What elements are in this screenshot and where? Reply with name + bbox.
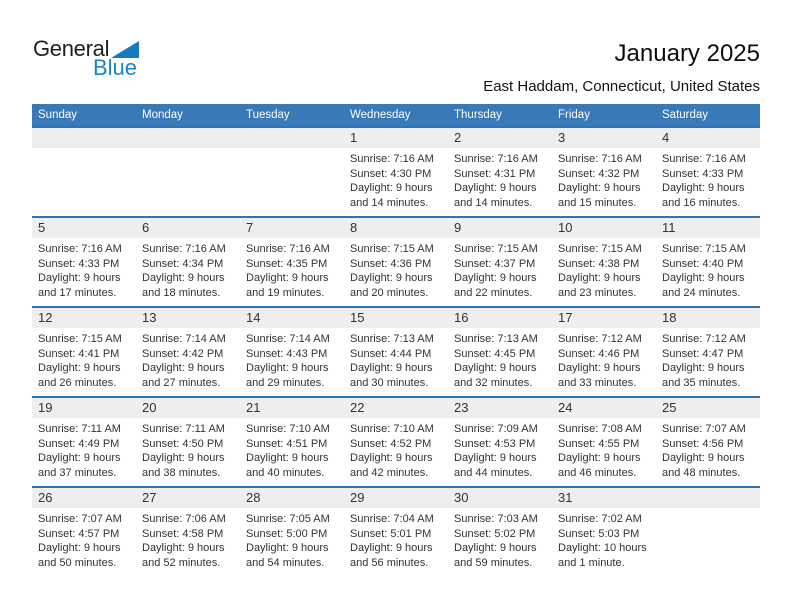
day-number: 21 [240, 398, 344, 418]
daylight-line-1: Daylight: 9 hours [662, 452, 745, 464]
daylight-line-2: and 48 minutes. [662, 466, 741, 479]
daylight-line-2: and 42 minutes. [350, 466, 429, 479]
daylight-line-1: Daylight: 9 hours [662, 182, 745, 194]
day-details [344, 148, 448, 210]
logo-text-blue: Blue [93, 55, 138, 80]
sunrise-line: Sunrise: 7:16 AM [38, 243, 122, 255]
day-cell-10 [552, 218, 656, 306]
day-cell-23 [448, 398, 552, 486]
day-cell-8 [344, 218, 448, 306]
sunset-line: Sunset: 4:42 PM [142, 347, 224, 360]
sunset-line: Sunset: 4:38 PM [558, 257, 640, 270]
title-block [483, 40, 760, 95]
sunrise-line: Sunrise: 7:07 AM [38, 513, 122, 525]
day-cell-13 [136, 308, 240, 396]
day-number: 9 [448, 218, 552, 238]
daylight-line-2: and 24 minutes. [662, 286, 741, 299]
sunrise-line: Sunrise: 7:13 AM [350, 333, 434, 345]
daylight-line-1: Daylight: 9 hours [142, 542, 225, 554]
sunrise-line: Sunrise: 7:14 AM [142, 333, 226, 345]
day-cell-14 [240, 308, 344, 396]
sunrise-line: Sunrise: 7:16 AM [662, 153, 746, 165]
daylight-line-1: Daylight: 9 hours [558, 272, 641, 284]
day-cell-15 [344, 308, 448, 396]
day-cell-11 [656, 218, 760, 306]
weekday-header-monday: Monday [142, 109, 183, 121]
daylight-line-1: Daylight: 9 hours [454, 272, 537, 284]
day-cell-1 [344, 128, 448, 216]
sunrise-line: Sunrise: 7:07 AM [662, 423, 746, 435]
daylight-line-2: and 32 minutes. [454, 376, 533, 389]
daylight-line-1: Daylight: 9 hours [38, 272, 121, 284]
day-number: 7 [240, 218, 344, 238]
daylight-line-2: and 15 minutes. [558, 196, 637, 209]
daylight-line-1: Daylight: 9 hours [558, 452, 641, 464]
daylight-line-2: and 27 minutes. [142, 376, 221, 389]
day-cell-20 [136, 398, 240, 486]
sunrise-line: Sunrise: 7:16 AM [454, 153, 538, 165]
sunset-line: Sunset: 4:46 PM [558, 347, 640, 360]
daylight-line-2: and 30 minutes. [350, 376, 429, 389]
day-number: 31 [552, 488, 656, 508]
day-number: 20 [136, 398, 240, 418]
daylight-line-2: and 18 minutes. [142, 286, 221, 299]
week-row [32, 486, 760, 576]
day-number: 18 [656, 308, 760, 328]
sunset-line: Sunset: 4:35 PM [246, 257, 328, 270]
day-number [656, 488, 760, 508]
daylight-line-1: Daylight: 9 hours [558, 182, 641, 194]
sunset-line: Sunset: 4:49 PM [38, 437, 120, 450]
day-number [240, 128, 344, 148]
day-details [32, 508, 136, 570]
day-details [344, 328, 448, 390]
day-details [32, 418, 136, 480]
day-cell-31 [552, 488, 656, 576]
daylight-line-1: Daylight: 9 hours [246, 362, 329, 374]
sunrise-line: Sunrise: 7:15 AM [454, 243, 538, 255]
day-number: 6 [136, 218, 240, 238]
daylight-line-2: and 22 minutes. [454, 286, 533, 299]
sunset-line: Sunset: 4:40 PM [662, 257, 744, 270]
daylight-line-1: Daylight: 9 hours [454, 542, 537, 554]
day-details [552, 238, 656, 300]
day-details [552, 508, 656, 570]
sunset-line: Sunset: 4:56 PM [662, 437, 744, 450]
daylight-line-1: Daylight: 9 hours [350, 362, 433, 374]
day-details [240, 238, 344, 300]
sunset-line: Sunset: 4:33 PM [662, 167, 744, 180]
sunset-line: Sunset: 5:03 PM [558, 527, 640, 540]
sunrise-line: Sunrise: 7:02 AM [558, 513, 642, 525]
sunrise-line: Sunrise: 7:15 AM [662, 243, 746, 255]
sunset-line: Sunset: 4:52 PM [350, 437, 432, 450]
sunset-line: Sunset: 5:00 PM [246, 527, 328, 540]
sunrise-line: Sunrise: 7:12 AM [558, 333, 642, 345]
sunset-line: Sunset: 4:37 PM [454, 257, 536, 270]
sunset-line: Sunset: 4:33 PM [38, 257, 120, 270]
daylight-line-1: Daylight: 9 hours [350, 542, 433, 554]
daylight-line-1: Daylight: 9 hours [350, 272, 433, 284]
day-number: 19 [32, 398, 136, 418]
daylight-line-2: and 14 minutes. [350, 196, 429, 209]
daylight-line-2: and 29 minutes. [246, 376, 325, 389]
week-row [32, 396, 760, 486]
day-number: 27 [136, 488, 240, 508]
general-blue-logo [33, 36, 139, 81]
daylight-line-2: and 35 minutes. [662, 376, 741, 389]
logo-text-general: General [33, 36, 110, 61]
sunset-line: Sunset: 4:45 PM [454, 347, 536, 360]
calendar-table [32, 104, 760, 576]
day-cell-7 [240, 218, 344, 306]
daylight-line-2: and 40 minutes. [246, 466, 325, 479]
sunrise-line: Sunrise: 7:11 AM [142, 423, 225, 435]
day-details [32, 148, 136, 152]
week-row [32, 216, 760, 306]
sunset-line: Sunset: 4:51 PM [246, 437, 328, 450]
sunrise-line: Sunrise: 7:16 AM [350, 153, 434, 165]
day-number: 22 [344, 398, 448, 418]
sunrise-line: Sunrise: 7:15 AM [38, 333, 122, 345]
day-number: 23 [448, 398, 552, 418]
daylight-line-2: and 17 minutes. [38, 286, 117, 299]
daylight-line-1: Daylight: 9 hours [38, 452, 121, 464]
daylight-line-1: Daylight: 9 hours [246, 452, 329, 464]
daylight-line-1: Daylight: 9 hours [454, 182, 537, 194]
day-details [240, 508, 344, 570]
day-details [136, 328, 240, 390]
day-details [344, 238, 448, 300]
day-number: 1 [344, 128, 448, 148]
day-number: 28 [240, 488, 344, 508]
day-cell-5 [32, 218, 136, 306]
sunset-line: Sunset: 4:31 PM [454, 167, 536, 180]
day-cell-17 [552, 308, 656, 396]
weekday-header-sunday: Sunday [38, 109, 78, 121]
sunset-line: Sunset: 4:44 PM [350, 347, 432, 360]
day-cell-18 [656, 308, 760, 396]
day-details [240, 418, 344, 480]
daylight-line-2: and 14 minutes. [454, 196, 533, 209]
daylight-line-1: Daylight: 9 hours [142, 452, 225, 464]
day-number: 17 [552, 308, 656, 328]
sunrise-line: Sunrise: 7:13 AM [454, 333, 538, 345]
sunrise-line: Sunrise: 7:16 AM [246, 243, 330, 255]
day-cell-25 [656, 398, 760, 486]
daylight-line-2: and 56 minutes. [350, 556, 429, 569]
sunrise-line: Sunrise: 7:08 AM [558, 423, 642, 435]
sunset-line: Sunset: 4:55 PM [558, 437, 640, 450]
weekday-header-saturday: Saturday [662, 109, 709, 121]
sunset-line: Sunset: 4:57 PM [38, 527, 120, 540]
day-details [136, 508, 240, 570]
sunrise-line: Sunrise: 7:15 AM [350, 243, 434, 255]
daylight-line-2: and 20 minutes. [350, 286, 429, 299]
day-cell-22 [344, 398, 448, 486]
day-details [136, 238, 240, 300]
sunrise-line: Sunrise: 7:10 AM [350, 423, 434, 435]
sunrise-line: Sunrise: 7:10 AM [246, 423, 330, 435]
day-number: 14 [240, 308, 344, 328]
empty-day-cell [240, 128, 344, 216]
day-number: 25 [656, 398, 760, 418]
day-details [656, 508, 760, 512]
daylight-line-1: Daylight: 9 hours [246, 272, 329, 284]
daylight-line-2: and 54 minutes. [246, 556, 325, 569]
daylight-line-1: Daylight: 9 hours [350, 452, 433, 464]
day-number: 11 [656, 218, 760, 238]
daylight-line-1: Daylight: 9 hours [662, 362, 745, 374]
daylight-line-1: Daylight: 9 hours [454, 362, 537, 374]
day-details [448, 238, 552, 300]
daylight-line-2: and 23 minutes. [558, 286, 637, 299]
day-number: 4 [656, 128, 760, 148]
day-details [344, 508, 448, 570]
calendar-grid [32, 126, 760, 576]
day-number: 24 [552, 398, 656, 418]
sunrise-line: Sunrise: 7:09 AM [454, 423, 538, 435]
day-details [136, 148, 240, 152]
sunset-line: Sunset: 4:47 PM [662, 347, 744, 360]
day-cell-2 [448, 128, 552, 216]
sunrise-line: Sunrise: 7:16 AM [558, 153, 642, 165]
daylight-line-2: and 59 minutes. [454, 556, 533, 569]
day-cell-24 [552, 398, 656, 486]
empty-day-cell [656, 488, 760, 576]
day-details [32, 328, 136, 390]
sunset-line: Sunset: 4:53 PM [454, 437, 536, 450]
daylight-line-1: Daylight: 10 hours [558, 542, 647, 554]
empty-day-cell [136, 128, 240, 216]
sunset-line: Sunset: 4:32 PM [558, 167, 640, 180]
sunrise-line: Sunrise: 7:15 AM [558, 243, 642, 255]
sunrise-line: Sunrise: 7:03 AM [454, 513, 538, 525]
empty-day-cell [32, 128, 136, 216]
day-cell-12 [32, 308, 136, 396]
day-number: 13 [136, 308, 240, 328]
daylight-line-2: and 1 minute. [558, 556, 625, 569]
day-details [552, 328, 656, 390]
day-number: 8 [344, 218, 448, 238]
week-row [32, 306, 760, 396]
day-number: 2 [448, 128, 552, 148]
day-details [552, 418, 656, 480]
daylight-line-2: and 26 minutes. [38, 376, 117, 389]
day-details [656, 238, 760, 300]
day-number: 3 [552, 128, 656, 148]
day-number: 16 [448, 308, 552, 328]
day-cell-27 [136, 488, 240, 576]
sunrise-line: Sunrise: 7:14 AM [246, 333, 330, 345]
day-details [136, 418, 240, 480]
daylight-line-2: and 52 minutes. [142, 556, 221, 569]
day-cell-21 [240, 398, 344, 486]
sunset-line: Sunset: 4:41 PM [38, 347, 120, 360]
day-details [552, 148, 656, 210]
day-number: 29 [344, 488, 448, 508]
sunset-line: Sunset: 4:34 PM [142, 257, 224, 270]
day-details [448, 418, 552, 480]
day-details [344, 418, 448, 480]
sunrise-line: Sunrise: 7:06 AM [142, 513, 226, 525]
sunrise-line: Sunrise: 7:04 AM [350, 513, 434, 525]
page-title: January 2025 [614, 40, 760, 67]
week-row [32, 126, 760, 216]
daylight-line-1: Daylight: 9 hours [38, 362, 121, 374]
daylight-line-2: and 19 minutes. [246, 286, 325, 299]
daylight-line-2: and 46 minutes. [558, 466, 637, 479]
sunset-line: Sunset: 5:01 PM [350, 527, 432, 540]
day-cell-6 [136, 218, 240, 306]
daylight-line-2: and 44 minutes. [454, 466, 533, 479]
daylight-line-1: Daylight: 9 hours [662, 272, 745, 284]
day-number: 15 [344, 308, 448, 328]
sunset-line: Sunset: 4:30 PM [350, 167, 432, 180]
sunset-line: Sunset: 4:36 PM [350, 257, 432, 270]
day-details [656, 148, 760, 210]
weekday-header-friday: Friday [558, 109, 590, 121]
day-cell-9 [448, 218, 552, 306]
day-details [32, 238, 136, 300]
daylight-line-1: Daylight: 9 hours [350, 182, 433, 194]
day-cell-28 [240, 488, 344, 576]
page-subtitle: East Haddam, Connecticut, United States [483, 78, 760, 95]
daylight-line-2: and 16 minutes. [662, 196, 741, 209]
sunrise-line: Sunrise: 7:12 AM [662, 333, 746, 345]
daylight-line-1: Daylight: 9 hours [142, 272, 225, 284]
day-details [240, 148, 344, 152]
sunset-line: Sunset: 4:43 PM [246, 347, 328, 360]
weekday-header-wednesday: Wednesday [350, 109, 411, 121]
weekday-header-row [32, 104, 760, 126]
day-cell-26 [32, 488, 136, 576]
sunset-line: Sunset: 5:02 PM [454, 527, 536, 540]
day-number: 12 [32, 308, 136, 328]
day-details [448, 508, 552, 570]
day-number: 10 [552, 218, 656, 238]
day-details [656, 418, 760, 480]
weekday-header-tuesday: Tuesday [246, 109, 290, 121]
day-number [136, 128, 240, 148]
daylight-line-1: Daylight: 9 hours [454, 452, 537, 464]
daylight-line-1: Daylight: 9 hours [142, 362, 225, 374]
day-cell-3 [552, 128, 656, 216]
day-number: 30 [448, 488, 552, 508]
daylight-line-1: Daylight: 9 hours [558, 362, 641, 374]
day-number [32, 128, 136, 148]
sunrise-line: Sunrise: 7:11 AM [38, 423, 121, 435]
daylight-line-1: Daylight: 9 hours [38, 542, 121, 554]
day-number: 5 [32, 218, 136, 238]
day-cell-30 [448, 488, 552, 576]
day-number: 26 [32, 488, 136, 508]
sunset-line: Sunset: 4:58 PM [142, 527, 224, 540]
day-cell-4 [656, 128, 760, 216]
daylight-line-2: and 33 minutes. [558, 376, 637, 389]
weekday-header-thursday: Thursday [454, 109, 502, 121]
day-details [448, 328, 552, 390]
daylight-line-2: and 38 minutes. [142, 466, 221, 479]
day-cell-19 [32, 398, 136, 486]
day-cell-29 [344, 488, 448, 576]
daylight-line-2: and 50 minutes. [38, 556, 117, 569]
day-details [240, 328, 344, 390]
sunset-line: Sunset: 4:50 PM [142, 437, 224, 450]
day-details [448, 148, 552, 210]
sunrise-line: Sunrise: 7:05 AM [246, 513, 330, 525]
day-details [656, 328, 760, 390]
sunrise-line: Sunrise: 7:16 AM [142, 243, 226, 255]
day-cell-16 [448, 308, 552, 396]
daylight-line-1: Daylight: 9 hours [246, 542, 329, 554]
daylight-line-2: and 37 minutes. [38, 466, 117, 479]
